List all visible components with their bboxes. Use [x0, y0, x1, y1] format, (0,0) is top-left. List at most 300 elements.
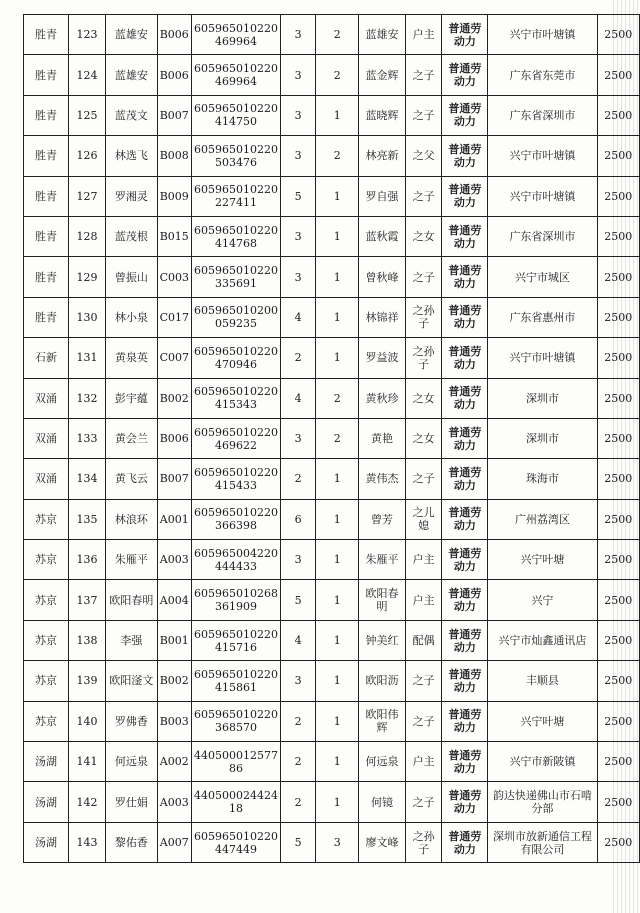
account-number-cell: [191, 338, 280, 378]
labor-type-cell: 普通劳动力: [442, 95, 488, 135]
household-code-cell: B009: [157, 176, 191, 216]
account-line-1: 605965010220: [193, 102, 278, 116]
household-code-cell: A002: [157, 742, 191, 782]
household-size-cell: 3: [280, 136, 315, 176]
relation-cell: 户主: [405, 15, 442, 55]
worker-name-cell: 曾芳: [359, 499, 406, 539]
household-size-cell: 2: [280, 742, 315, 782]
row-number-cell: 130: [68, 297, 105, 337]
account-line-2: 227411: [214, 196, 257, 210]
workplace-cell: 深圳市放新通信工程有限公司: [488, 822, 597, 862]
householder-cell: 何远泉: [106, 742, 157, 782]
householder-cell: 黄会兰: [106, 418, 157, 458]
household-code-cell: A004: [157, 580, 191, 620]
account-line-2: 444433: [214, 559, 257, 573]
table-row: [24, 55, 640, 95]
table-row: [24, 418, 640, 458]
householder-cell: 彭宇蕴: [106, 378, 157, 418]
table-row: [24, 499, 640, 539]
account-line-2: 361909: [214, 600, 257, 614]
account-number-cell: [191, 822, 280, 862]
account-number-cell: [191, 136, 280, 176]
worker-name-cell: 何远泉: [359, 742, 406, 782]
row-number-cell: 142: [68, 782, 105, 822]
household-code-cell: B006: [157, 418, 191, 458]
table-row: [24, 701, 640, 741]
labor-count-cell: 2: [316, 136, 359, 176]
row-number-cell: 138: [68, 620, 105, 660]
account-number-cell: [191, 297, 280, 337]
account-number-cell: [191, 176, 280, 216]
relation-cell: 配偶: [405, 620, 442, 660]
account-number-cell: [191, 378, 280, 418]
worker-name-cell: 曾秋峰: [359, 257, 406, 297]
household-size-cell: 4: [280, 620, 315, 660]
relation-cell: 户主: [405, 742, 442, 782]
village-cell: 双涌: [24, 418, 69, 458]
workplace-cell: 丰顺县: [488, 661, 597, 701]
row-number-cell: 141: [68, 742, 105, 782]
householder-cell: 罗湘灵: [106, 176, 157, 216]
table-row: [24, 620, 640, 660]
householder-cell: 黄飞云: [106, 459, 157, 499]
household-size-cell: 6: [280, 499, 315, 539]
worker-name-cell: 蓝金辉: [359, 55, 406, 95]
labor-type-cell: 普通劳动力: [442, 822, 488, 862]
account-line-1: 605965010220: [193, 223, 278, 237]
account-line-1: 605965004220: [193, 546, 278, 560]
householder-cell: 欧阳春明: [106, 580, 157, 620]
row-number-cell: 133: [68, 418, 105, 458]
account-number-cell: [191, 742, 280, 782]
village-cell: 苏京: [24, 540, 69, 580]
village-cell: 胜青: [24, 257, 69, 297]
workplace-cell: 深圳市: [488, 378, 597, 418]
householder-cell: 朱雁平: [106, 540, 157, 580]
row-number-cell: 131: [68, 338, 105, 378]
householder-cell: 林小泉: [106, 297, 157, 337]
labor-count-cell: 3: [316, 822, 359, 862]
worker-name-cell: 欧阳沥: [359, 661, 406, 701]
labor-type-cell: 普通劳动力: [442, 782, 488, 822]
labor-type-cell: 普通劳动力: [442, 15, 488, 55]
account-line-2: 503476: [214, 155, 257, 169]
household-size-cell: 3: [280, 216, 315, 256]
row-number-cell: 135: [68, 499, 105, 539]
relation-cell: 之子: [405, 95, 442, 135]
account-line-2: 415861: [214, 680, 257, 694]
householder-cell: 蓝茂文: [106, 95, 157, 135]
relation-cell: 户主: [405, 580, 442, 620]
amount-cell: 2500: [597, 418, 639, 458]
amount-cell: 2500: [597, 742, 639, 782]
table-body: [24, 15, 640, 863]
labor-type-cell: 普通劳动力: [442, 540, 488, 580]
relation-cell: 之子: [405, 782, 442, 822]
amount-cell: 2500: [597, 297, 639, 337]
village-cell: 胜青: [24, 297, 69, 337]
account-line-2: 469964: [214, 34, 257, 48]
account-line-1: 605965010220: [193, 142, 278, 156]
worker-name-cell: 黄秋珍: [359, 378, 406, 418]
account-number-cell: [191, 782, 280, 822]
household-code-cell: C007: [157, 338, 191, 378]
household-code-cell: A003: [157, 782, 191, 822]
amount-cell: 2500: [597, 55, 639, 95]
workplace-cell: 广州荔湾区: [488, 499, 597, 539]
village-cell: 苏京: [24, 701, 69, 741]
village-cell: 苏京: [24, 620, 69, 660]
household-code-cell: B006: [157, 55, 191, 95]
account-line-1: 605965010220: [193, 829, 278, 843]
household-code-cell: B002: [157, 378, 191, 418]
account-line-2: 86: [228, 761, 243, 775]
household-size-cell: 5: [280, 176, 315, 216]
row-number-cell: 123: [68, 15, 105, 55]
relation-cell: 之父: [405, 136, 442, 176]
table-row: [24, 459, 640, 499]
account-number-cell: [191, 701, 280, 741]
amount-cell: 2500: [597, 257, 639, 297]
relation-cell: 之子: [405, 701, 442, 741]
householder-cell: 罗仕娟: [106, 782, 157, 822]
workplace-cell: 兴宁市叶塘镇: [488, 136, 597, 176]
row-number-cell: 127: [68, 176, 105, 216]
household-size-cell: 3: [280, 661, 315, 701]
amount-cell: 2500: [597, 378, 639, 418]
labor-type-cell: 普通劳动力: [442, 499, 488, 539]
labor-type-cell: 普通劳动力: [442, 216, 488, 256]
row-number-cell: 143: [68, 822, 105, 862]
worker-name-cell: 朱雁平: [359, 540, 406, 580]
account-line-1: 605965010220: [193, 465, 278, 479]
labor-count-cell: 2: [316, 378, 359, 418]
account-line-2: 470946: [214, 357, 257, 371]
account-line-2: 414750: [214, 115, 257, 129]
household-size-cell: 3: [280, 257, 315, 297]
village-cell: 石新: [24, 338, 69, 378]
table-row: [24, 782, 640, 822]
householder-cell: 李强: [106, 620, 157, 660]
amount-cell: 2500: [597, 540, 639, 580]
row-number-cell: 134: [68, 459, 105, 499]
labor-count-cell: 1: [316, 216, 359, 256]
labor-type-cell: 普通劳动力: [442, 459, 488, 499]
account-number-cell: [191, 15, 280, 55]
household-code-cell: B007: [157, 95, 191, 135]
householder-cell: 林浪环: [106, 499, 157, 539]
relation-cell: 之女: [405, 378, 442, 418]
labor-count-cell: 1: [316, 338, 359, 378]
account-line-1: 605965010220: [193, 62, 278, 76]
household-size-cell: 3: [280, 15, 315, 55]
worker-name-cell: 廖文峰: [359, 822, 406, 862]
worker-name-cell: 林亮新: [359, 136, 406, 176]
table-row: [24, 136, 640, 176]
amount-cell: 2500: [597, 15, 639, 55]
household-size-cell: 2: [280, 459, 315, 499]
labor-type-cell: 普通劳动力: [442, 378, 488, 418]
workplace-cell: 韵达快递佛山市石啃分部: [488, 782, 597, 822]
relation-cell: 之女: [405, 418, 442, 458]
account-line-2: 335691: [214, 277, 257, 291]
account-line-1: 440500012577: [193, 748, 278, 762]
labor-type-cell: 普通劳动力: [442, 338, 488, 378]
account-line-1: 605965010220: [193, 627, 278, 641]
account-line-1: 605965010220: [193, 385, 278, 399]
relation-cell: 之子: [405, 55, 442, 95]
row-number-cell: 136: [68, 540, 105, 580]
household-size-cell: 2: [280, 782, 315, 822]
village-cell: 胜青: [24, 136, 69, 176]
householder-cell: 蓝雄安: [106, 15, 157, 55]
amount-cell: 2500: [597, 95, 639, 135]
workplace-cell: 兴宁: [488, 580, 597, 620]
labor-count-cell: 1: [316, 540, 359, 580]
village-cell: 汤湖: [24, 782, 69, 822]
amount-cell: 2500: [597, 338, 639, 378]
account-line-2: 415433: [214, 478, 257, 492]
account-line-2: 414768: [214, 236, 257, 250]
labor-type-cell: 普通劳动力: [442, 297, 488, 337]
table-row: [24, 216, 640, 256]
labor-count-cell: 1: [316, 499, 359, 539]
account-line-1: 440500024424: [193, 789, 278, 803]
account-line-1: 605965010220: [193, 183, 278, 197]
relation-cell: 之孙子: [405, 297, 442, 337]
table-row: [24, 378, 640, 418]
workplace-cell: 兴宁市叶塘镇: [488, 338, 597, 378]
worker-name-cell: 钟美红: [359, 620, 406, 660]
labor-type-cell: 普通劳动力: [442, 580, 488, 620]
workplace-cell: 兴宁市灿鑫通讯店: [488, 620, 597, 660]
village-cell: 苏京: [24, 661, 69, 701]
householder-cell: 黄泉英: [106, 338, 157, 378]
workplace-cell: 广东省深圳市: [488, 95, 597, 135]
account-line-1: 605965010220: [193, 506, 278, 520]
labor-type-cell: 普通劳动力: [442, 661, 488, 701]
workplace-cell: 兴宁市新陂镇: [488, 742, 597, 782]
account-number-cell: [191, 580, 280, 620]
labor-count-cell: 1: [316, 661, 359, 701]
account-line-1: 605965010220: [193, 667, 278, 681]
relation-cell: 之孙子: [405, 822, 442, 862]
household-size-cell: 3: [280, 418, 315, 458]
account-number-cell: [191, 499, 280, 539]
table-row: [24, 257, 640, 297]
household-size-cell: 5: [280, 822, 315, 862]
worker-name-cell: 蓝晓辉: [359, 95, 406, 135]
amount-cell: 2500: [597, 580, 639, 620]
labor-count-cell: 1: [316, 620, 359, 660]
household-size-cell: 4: [280, 378, 315, 418]
village-cell: 汤湖: [24, 742, 69, 782]
labor-subsidy-table: [23, 14, 640, 863]
workplace-cell: 广东省惠州市: [488, 297, 597, 337]
table-row: [24, 822, 640, 862]
household-code-cell: B015: [157, 216, 191, 256]
village-cell: 胜青: [24, 216, 69, 256]
account-line-2: 059235: [214, 317, 257, 331]
workplace-cell: 兴宁叶塘: [488, 540, 597, 580]
labor-count-cell: 1: [316, 297, 359, 337]
village-cell: 胜青: [24, 55, 69, 95]
household-code-cell: B008: [157, 136, 191, 176]
table-row: [24, 15, 640, 55]
row-number-cell: 124: [68, 55, 105, 95]
labor-count-cell: 1: [316, 742, 359, 782]
labor-type-cell: 普通劳动力: [442, 136, 488, 176]
amount-cell: 2500: [597, 661, 639, 701]
worker-name-cell: 欧阳春明: [359, 580, 406, 620]
row-number-cell: 139: [68, 661, 105, 701]
relation-cell: 之孙子: [405, 338, 442, 378]
household-code-cell: A007: [157, 822, 191, 862]
amount-cell: 2500: [597, 176, 639, 216]
amount-cell: 2500: [597, 822, 639, 862]
household-code-cell: B003: [157, 701, 191, 741]
household-code-cell: C003: [157, 257, 191, 297]
householder-cell: 林选飞: [106, 136, 157, 176]
household-code-cell: B007: [157, 459, 191, 499]
labor-count-cell: 1: [316, 257, 359, 297]
relation-cell: 之子: [405, 459, 442, 499]
account-number-cell: [191, 459, 280, 499]
account-line-2: 469964: [214, 75, 257, 89]
row-number-cell: 128: [68, 216, 105, 256]
amount-cell: 2500: [597, 620, 639, 660]
village-cell: 胜青: [24, 95, 69, 135]
household-size-cell: 3: [280, 55, 315, 95]
workplace-cell: 兴宁叶塘: [488, 701, 597, 741]
account-line-1: 605965010220: [193, 425, 278, 439]
amount-cell: 2500: [597, 701, 639, 741]
account-line-2: 415716: [214, 640, 257, 654]
labor-type-cell: 普通劳动力: [442, 257, 488, 297]
householder-cell: 欧阳滏文: [106, 661, 157, 701]
household-size-cell: 2: [280, 701, 315, 741]
row-number-cell: 140: [68, 701, 105, 741]
amount-cell: 2500: [597, 782, 639, 822]
workplace-cell: 深圳市: [488, 418, 597, 458]
labor-count-cell: 2: [316, 15, 359, 55]
household-code-cell: A003: [157, 540, 191, 580]
household-code-cell: C017: [157, 297, 191, 337]
household-size-cell: 5: [280, 580, 315, 620]
labor-count-cell: 1: [316, 95, 359, 135]
account-line-2: 368570: [214, 721, 257, 735]
village-cell: 胜青: [24, 176, 69, 216]
table-row: [24, 742, 640, 782]
account-number-cell: [191, 540, 280, 580]
village-cell: 苏京: [24, 580, 69, 620]
household-size-cell: 4: [280, 297, 315, 337]
worker-name-cell: 罗益波: [359, 338, 406, 378]
row-number-cell: 137: [68, 580, 105, 620]
worker-name-cell: 林锦祥: [359, 297, 406, 337]
relation-cell: 之儿媳: [405, 499, 442, 539]
householder-cell: 曾振山: [106, 257, 157, 297]
account-number-cell: [191, 216, 280, 256]
account-number-cell: [191, 95, 280, 135]
table-row: [24, 338, 640, 378]
row-number-cell: 132: [68, 378, 105, 418]
village-cell: 苏京: [24, 499, 69, 539]
row-number-cell: 129: [68, 257, 105, 297]
worker-name-cell: 蓝雄安: [359, 15, 406, 55]
workplace-cell: 广东省深圳市: [488, 216, 597, 256]
account-line-1: 605965010200: [193, 304, 278, 318]
householder-cell: 罗佛香: [106, 701, 157, 741]
relation-cell: 之女: [405, 216, 442, 256]
amount-cell: 2500: [597, 216, 639, 256]
account-line-2: 415343: [214, 398, 257, 412]
table-row: [24, 540, 640, 580]
account-line-1: 605965010220: [193, 344, 278, 358]
row-number-cell: 126: [68, 136, 105, 176]
village-cell: 双涌: [24, 459, 69, 499]
village-cell: 胜青: [24, 15, 69, 55]
account-line-1: 605965010220: [193, 264, 278, 278]
account-number-cell: [191, 418, 280, 458]
householder-cell: 蓝茂根: [106, 216, 157, 256]
row-number-cell: 125: [68, 95, 105, 135]
village-cell: 双涌: [24, 378, 69, 418]
account-line-1: 605965010220: [193, 21, 278, 35]
household-code-cell: A001: [157, 499, 191, 539]
account-number-cell: [191, 257, 280, 297]
labor-count-cell: 2: [316, 418, 359, 458]
account-line-2: 469622: [214, 438, 257, 452]
table-row: [24, 580, 640, 620]
worker-name-cell: 欧阳伟辉: [359, 701, 406, 741]
relation-cell: 之子: [405, 661, 442, 701]
labor-count-cell: 1: [316, 782, 359, 822]
relation-cell: 户主: [405, 540, 442, 580]
householder-cell: 蓝雄安: [106, 55, 157, 95]
worker-name-cell: 何镜: [359, 782, 406, 822]
labor-type-cell: 普通劳动力: [442, 55, 488, 95]
table-row: [24, 297, 640, 337]
relation-cell: 之子: [405, 257, 442, 297]
labor-type-cell: 普通劳动力: [442, 701, 488, 741]
labor-count-cell: 1: [316, 580, 359, 620]
household-code-cell: B006: [157, 15, 191, 55]
table-row: [24, 176, 640, 216]
worker-name-cell: 罗自强: [359, 176, 406, 216]
labor-count-cell: 1: [316, 701, 359, 741]
account-line-2: 366398: [214, 519, 257, 533]
table-row: [24, 95, 640, 135]
labor-type-cell: 普通劳动力: [442, 742, 488, 782]
labor-count-cell: 2: [316, 55, 359, 95]
account-number-cell: [191, 620, 280, 660]
labor-type-cell: 普通劳动力: [442, 176, 488, 216]
labor-type-cell: 普通劳动力: [442, 620, 488, 660]
labor-count-cell: 1: [316, 459, 359, 499]
household-size-cell: 3: [280, 540, 315, 580]
account-line-2: 447449: [214, 842, 257, 856]
labor-type-cell: 普通劳动力: [442, 418, 488, 458]
worker-name-cell: 黄艳: [359, 418, 406, 458]
table-row: [24, 661, 640, 701]
amount-cell: 2500: [597, 499, 639, 539]
worker-name-cell: 黄伟杰: [359, 459, 406, 499]
labor-count-cell: 1: [316, 176, 359, 216]
household-code-cell: B002: [157, 661, 191, 701]
account-line-2: 18: [228, 802, 243, 816]
workplace-cell: 兴宁市叶塘镇: [488, 176, 597, 216]
